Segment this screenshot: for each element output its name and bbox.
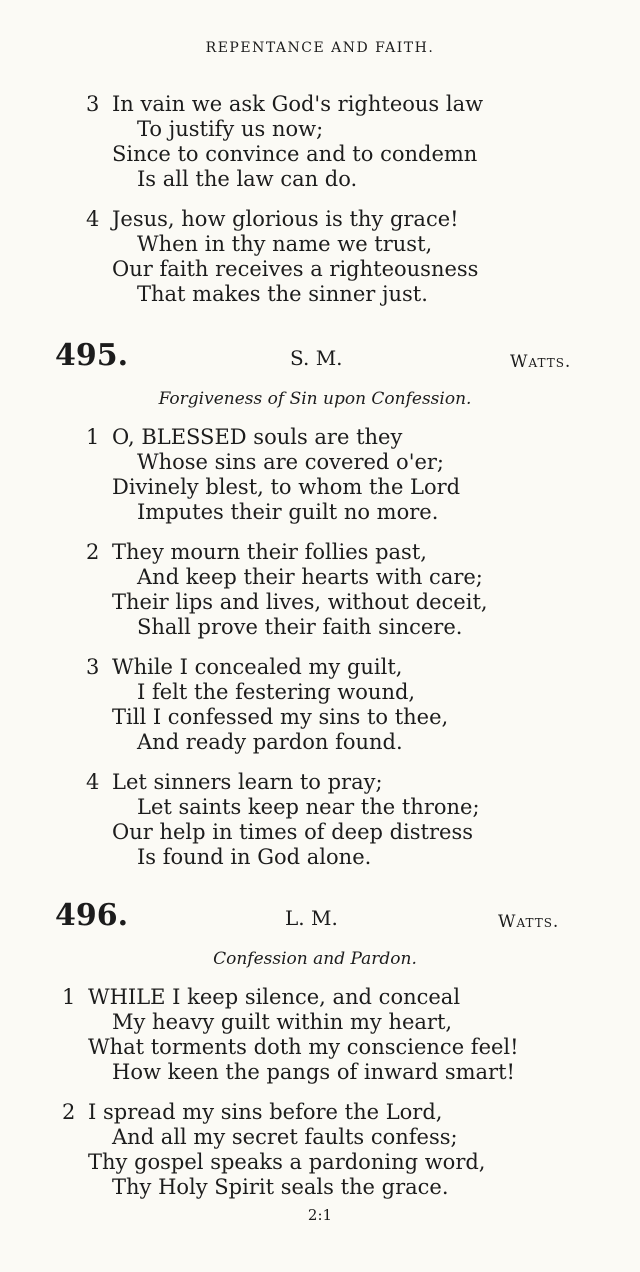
hymn-number: 496.	[55, 898, 129, 933]
verse-line: Let sinners learn to pray;	[112, 770, 383, 794]
stanza-number: 3	[86, 92, 100, 116]
verse-line: Since to convince and to condemn	[112, 142, 478, 166]
verse-line: In vain we ask God's righteous law	[112, 92, 484, 116]
verse-line: WHILE I keep silence, and conceal	[88, 985, 461, 1009]
hymn-number: 495.	[55, 338, 129, 373]
verse-line: Till I confessed my sins to thee,	[112, 705, 449, 729]
verse-line: Divinely blest, to whom the Lord	[112, 475, 461, 499]
hymn-subtitle: Confession and Pardon.	[213, 949, 417, 969]
hymn-author: Watts.	[498, 912, 560, 932]
verse-line: How keen the pangs of inward smart!	[112, 1060, 515, 1084]
stanza-number: 2	[86, 540, 100, 564]
verse-line: O, BLESSED souls are they	[112, 425, 403, 449]
verse-line: And ready pardon found.	[137, 730, 403, 754]
running-head: REPENTANCE AND FAITH.	[205, 40, 435, 56]
verse-line: Imputes their guilt no more.	[137, 500, 439, 524]
verse-line: Is all the law can do.	[137, 167, 358, 191]
verse-line: They mourn their follies past,	[112, 540, 427, 564]
stanza-number: 1	[86, 425, 100, 449]
stanza-number: 1	[62, 985, 76, 1009]
verse-line: When in thy name we trust,	[137, 232, 433, 256]
verse-line: Shall prove their faith sincere.	[137, 615, 463, 639]
hymn-meter: S. M.	[290, 346, 343, 370]
hymn-subtitle: Forgiveness of Sin upon Confession.	[158, 389, 472, 409]
verse-line: That makes the sinner just.	[137, 282, 428, 306]
page-number: 2:1	[307, 1206, 333, 1224]
verse-line: What torments doth my conscience feel!	[88, 1035, 519, 1059]
verse-line: Thy Holy Spirit seals the grace.	[112, 1175, 449, 1199]
verse-line: Let saints keep near the throne;	[137, 795, 480, 819]
stanza-number: 3	[86, 655, 100, 679]
verse-line: Their lips and lives, without deceit,	[112, 590, 488, 614]
hymn-author: Watts.	[510, 352, 572, 372]
verse-line: While I concealed my guilt,	[112, 655, 403, 679]
verse-line: I spread my sins before the Lord,	[88, 1100, 443, 1124]
verse-line: Whose sins are covered o'er;	[137, 450, 445, 474]
verse-line: Thy gospel speaks a pardoning word,	[88, 1150, 486, 1174]
verse-line: I felt the festering wound,	[137, 680, 416, 704]
verse-line: And all my secret faults confess;	[112, 1125, 458, 1149]
hymn-meter: L. M.	[285, 906, 338, 930]
stanza-number: 2	[62, 1100, 76, 1124]
verse-line: Is found in God alone.	[137, 845, 372, 869]
verse-line: Our help in times of deep distress	[112, 820, 474, 844]
verse-line: And keep their hearts with care;	[137, 565, 483, 589]
verse-line: My heavy guilt within my heart,	[112, 1010, 453, 1034]
stanza-number: 4	[86, 770, 100, 794]
stanza-number: 4	[86, 207, 100, 231]
verse-line: To justify us now;	[137, 117, 324, 141]
verse-line: Jesus, how glorious is thy grace!	[112, 207, 459, 231]
verse-line: Our faith receives a righteousness	[112, 257, 479, 281]
